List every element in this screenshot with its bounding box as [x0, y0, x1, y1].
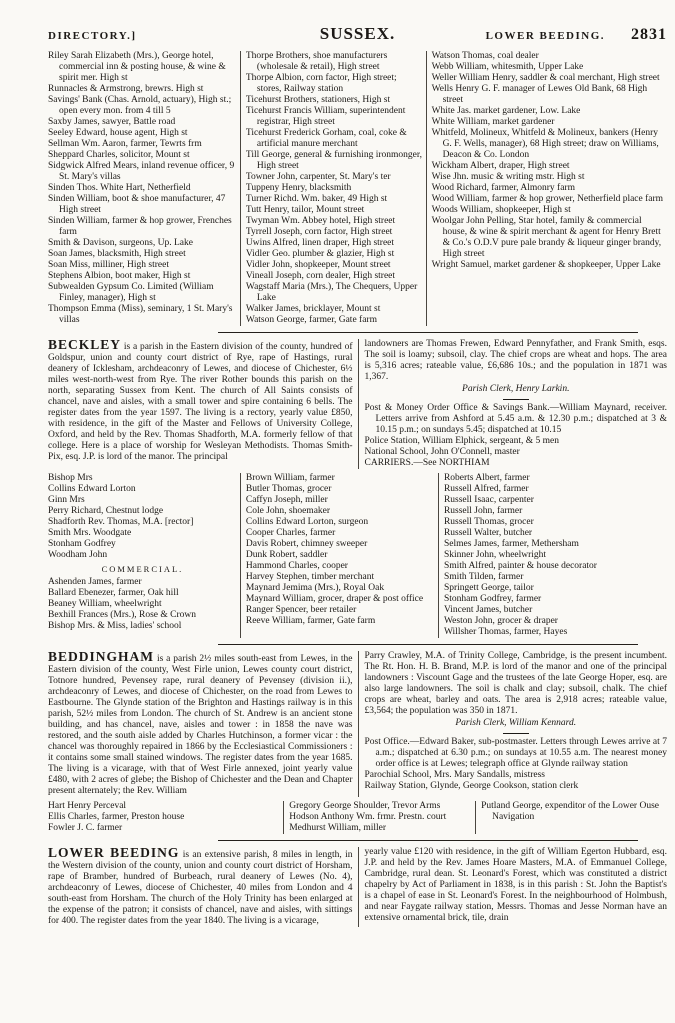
- directory-entry: Shadforth Rev. Thomas, M.A. [rector]: [48, 517, 194, 527]
- directory-entry: Ticehurst Frederick Gorham, coal, coke & artificial manure merchant: [245, 128, 407, 149]
- intro-text: landowners are Thomas Frewen, Edward Pennyfather, and Frank Smith, esqs. The soil is loamy; subsoil, clay. The chief crops are wheat and hops. The area is 5,316 acres; rateable value, £6,686 10s.; and the population in 1871 was 1,367.: [364, 339, 667, 382]
- directory-entry: Woolgar John Pelling, Star hotel, family & commercial house, & wine & spirit merchant & agent for Henry Brett & Co.'s O.D.V pure pale brandy & liqueur ginger brandy, High street: [431, 216, 662, 259]
- directory-entry: Uwins Alfred, linen draper, High street: [245, 238, 395, 248]
- directory-entry: Riley Sarah Elizabeth (Mrs.), George hotel, commercial inn & posting house, & wine & spirit mer. High st: [48, 51, 226, 83]
- directory-entry: Smith Alfred, painter & house decorator: [443, 561, 597, 571]
- directory-entry: White Jas. market gardener, Low. Lake: [431, 106, 581, 116]
- intro-text: yearly value £120 with residence, in the gift of William Egerton Hubbard, esq. J.P. and held by the Rev. James Hoare Masters, M.A. of Emmanuel College, Cambridge, rural dean. St. Leonard's Forest, which was constituted a district chapelry by Act of Parliament in 1838, is in this parish : St. John the Baptist's is a chapel of ease in St. Leonard's Forest. In the neighbourhood of Holmbush, and near Faygate railway station, Messrs. Thomas and Jesse Norman have an extensive ornamental brick, tile, drain: [364, 847, 667, 923]
- directory-entry: White William, market gardener: [431, 117, 555, 127]
- directory-entry: Thompson Emma (Miss), seminary, 1 St. Mary's villas: [48, 304, 233, 325]
- intro-text: is a parish in the Eastern division of the county, hundred of Goldspur, union and county court district of Rye, rape of Hastings, rural deanery of Icklesham, archdeaconry of Lewes, and diocese of Chichester, 6½ miles west-north-west from Rye. The river Rother bounds this parish on the north, separating Sussex from Kent. The church of All Saints consists of chancel, nave and aisles, with a small tower and spire containing 6 bells. The register dates from the year 1597. The living is a rectory, yearly value £850, with residence, in the gift of the Master and Fellows of University College, Oxford, and held by the Rev. Thomas Shadforth, M.A. formerly fellow of that college. Here is a place of worship for Wesleyan Methodists. Thomas Smith-Pix, esq. J.P. is lord of the manor. The principal: [48, 342, 353, 462]
- directory-entry: Till George, general & furnishing ironmonger, High street: [245, 150, 423, 171]
- commercial-heading: COMMERCIAL.: [101, 564, 184, 574]
- parish-heading: BECKLEY: [48, 337, 122, 352]
- directory-entry: Stonham Godfrey, farmer: [443, 594, 542, 604]
- directory-entry: Hart Henry Perceval: [48, 801, 127, 811]
- directory-entry: Sellman Wm. Aaron, farmer, Tewrts frm: [48, 139, 202, 149]
- directory-entry: Savings' Bank (Chas. Arnold, actuary), High st.; open every mon. from 4 till 5: [48, 95, 232, 116]
- directory-entry: Butler Thomas, grocer: [245, 484, 332, 494]
- directory-entry: Caffyn Joseph, miller: [245, 495, 328, 505]
- directory-entry: Beaney William, wheelwright: [48, 599, 162, 609]
- directory-entry: Weller William Henry, saddler & coal merchant, High street: [431, 73, 660, 83]
- directory-entry: Cole John, shoemaker: [245, 506, 331, 516]
- directory-entry: Smith Mrs. Woodgate: [48, 528, 132, 538]
- directory-entry: Subwealden Gypsum Co. Limited (William Finley, manager), High st: [48, 282, 214, 303]
- beckley-intro: [48, 339, 667, 469]
- directory-entry: Watson Thomas, coal dealer: [431, 51, 539, 61]
- directory-entry: Perry Richard, Chestnut lodge: [48, 506, 164, 516]
- directory-entry: Russell John, farmer: [443, 506, 523, 516]
- directory-entry: Sinden Thos. White Hart, Netherfield: [48, 183, 191, 193]
- official-entry: Railway Station, Glynde, George Cookson, station clerk: [364, 781, 579, 791]
- directory-entry: Bishop Mrs. & Miss, ladies' school: [48, 621, 182, 631]
- official-entry: Parochial School, Mrs. Mary Sandalls, mistress: [364, 770, 545, 780]
- directory-entry: Saxby James, sawyer, Battle road: [48, 117, 176, 127]
- directory-entry: Russell Thomas, grocer: [443, 517, 534, 527]
- directory-entry: Russell Isaac, carpenter: [443, 495, 534, 505]
- directory-entry: Vidler John, shopkeeper, Mount street: [245, 260, 391, 270]
- directory-entry: Maynard William, grocer, draper & post office: [245, 594, 424, 604]
- directory-entry: Ballard Ebenezer, farmer, Oak hill: [48, 588, 179, 598]
- section-divider: [218, 332, 638, 333]
- beddingham-intro: [48, 651, 667, 797]
- listing-column-1: [48, 51, 240, 326]
- directory-entry: Harvey Stephen, timber merchant: [245, 572, 375, 582]
- directory-entry: Wood William, farmer & hop grower, Netherfield place farm: [431, 194, 664, 204]
- directory-entry: Collins Edward Lorton: [48, 484, 136, 494]
- directory-entry: Roberts Albert, farmer: [443, 473, 530, 483]
- directory-entry: Davis Robert, chimney sweeper: [245, 539, 368, 549]
- intro-text: is a parish 2½ miles south-east from Lewes, in the Eastern division of the county, West Firle union, Lewes county court district, Totnore hundred, Pevensey rape, rural deanery of Pevensey (division ii.), archdeaconry of Lewes, and diocese of Chichester, on the road from Lewes to Eastbourne. The Glynde station of the Brighton and Hastings railway is in this parish, 52½ miles from London. The church of St. Andrew is an ancient stone building, and has chancel, nave, aisles and tower : in 1858 the nave was restored, and the south aisle added by Charles Hutchinson, a former vicar : the chancel was thoroughly repaired in 1866 by the Ecclesiastical Commissioners : it contains some small stained windows. The register dates from the year 1685. The living is a vicarage, with that of West Firle annexed, joint yearly value £480, with 2 acres of glebe; the Bishop of Chichester and the Dean and Chapter present alternately; the Rev. William: [48, 654, 353, 796]
- directory-entry: Hammond Charles, cooper: [245, 561, 348, 571]
- continuation-listing: [48, 51, 667, 326]
- directory-entry: Brown William, farmer: [245, 473, 335, 483]
- directory-entry: Wood Richard, farmer, Almonry farm: [431, 183, 575, 193]
- directory-entry: Sidgwick Alfred Mears, inland revenue officer, 9 St. Mary's villas: [48, 161, 235, 182]
- directory-entry: Wagstaff Maria (Mrs.), The Chequers, Upper Lake: [245, 282, 418, 303]
- directory-entry: Putland George, expenditor of the Lower Ouse Navigation: [481, 801, 659, 822]
- directory-entry: Wells Henry G. F. manager of Lewes Old Bank, 68 High street: [431, 84, 648, 105]
- directory-entry: Webb William, whitesmith, Upper Lake: [431, 62, 584, 72]
- intro-left-column: [48, 339, 358, 469]
- directory-entry: Sheppard Charles, solicitor, Mount st: [48, 150, 190, 160]
- directory-entry: Weston John, grocer & draper: [443, 616, 558, 626]
- parish-heading: LOWER BEEDING: [48, 845, 180, 860]
- directory-entry: Vidler Geo. plumber & glazier, High st: [245, 249, 395, 259]
- directory-entry: Towner John, carpenter, St. Mary's ter: [245, 172, 391, 182]
- directory-entry: Bishop Mrs: [48, 473, 93, 483]
- directory-entry: Ticehurst Brothers, stationers, High st: [245, 95, 391, 105]
- section-lower-beeding: [48, 847, 667, 927]
- beddingham-listing: [48, 801, 667, 834]
- directory-entry: Gregory George Shoulder, Trevor Arms: [289, 801, 441, 811]
- running-head-right: [395, 26, 667, 44]
- intro-right-column: [358, 651, 668, 797]
- lower-beeding-intro: [48, 847, 667, 927]
- listing-column-3: [426, 51, 667, 326]
- official-entry: Post & Money Order Office & Savings Bank.—William Maynard, receiver. Letters arrive from Ashford at 5.45 a.m. & 12.30 p.m.; dispatched at 3 & 10.15 p.m.; on sundays 5.45; dispatched at 10.15: [364, 403, 667, 435]
- directory-entry: Ticehurst Francis William, superintendent registrar, High street: [245, 106, 406, 127]
- directory-entry: Wright Samuel, market gardener & shopkeeper, Upper Lake: [431, 260, 661, 270]
- directory-entry: Medhurst William, miller: [289, 823, 387, 833]
- directory-entry: Springett George, tailor: [443, 583, 534, 593]
- directory-entry: Fowler J. C. farmer: [48, 823, 123, 833]
- listing-column-3: [438, 473, 667, 638]
- directory-entry: Hodson Anthony Wm. frmr. Prestn. court: [289, 812, 447, 822]
- page-number: 2831: [631, 26, 668, 43]
- directory-entry: Maynard Jemima (Mrs.), Royal Oak: [245, 583, 385, 593]
- directory-entry: Stonham Godfrey: [48, 539, 116, 549]
- mini-divider: [503, 399, 529, 400]
- intro-right-column: [358, 847, 668, 927]
- parish-heading: BEDDINGHAM: [48, 649, 155, 664]
- directory-entry: Twyman Wm. Abbey hotel, High street: [245, 216, 396, 226]
- directory-entry: Thorpe Brothers, shoe manufacturers (wholesale & retail), High street: [245, 51, 388, 72]
- beckley-listing: [48, 473, 667, 638]
- listing-column-1: [48, 801, 283, 834]
- official-entry: National School, John O'Connell, master: [364, 447, 520, 457]
- directory-entry: Dunk Robert, saddler: [245, 550, 328, 560]
- listing-column-1: [48, 473, 240, 638]
- directory-entry: Cooper Charles, farmer: [245, 528, 336, 538]
- directory-entry: Willsher Thomas, farmer, Hayes: [443, 627, 568, 637]
- directory-entry: Collins Edward Lorton, surgeon: [245, 517, 369, 527]
- directory-entry: Wickham Albert, draper, High street: [431, 161, 570, 171]
- intro-text: Parry Crawley, M.A. of Trinity College, Cambridge, is the present incumbent. The Rt. Hon. H. B. Brand, M.P. is lord of the manor and one of the principal landowners : Viscount Gage and the trustees of the late George Hoper, esq. are also large landowners. The soil is chalk and clay; subsoil, chalk. The chief crops are wheat, barley and oats. The area is 2,918 acres; rateable value, £3,564; the population was 350 in 1871.: [364, 651, 667, 716]
- directory-entry: Walker James, bricklayer, Mount st: [245, 304, 381, 314]
- directory-entry: Sinden William, boot & shoe manufacturer, 47 High street: [48, 194, 226, 215]
- directory-entry: Ginn Mrs: [48, 495, 85, 505]
- listing-column-2: [240, 473, 438, 638]
- directory-entry: Sinden William, farmer & hop grower, Frenches farm: [48, 216, 232, 237]
- directory-entry: Woodham John: [48, 550, 108, 560]
- directory-entry: Thorpe Albion, corn factor, High street; stores, Railway station: [245, 73, 397, 94]
- directory-entry: Selmes James, farmer, Methersham: [443, 539, 579, 549]
- section-divider: [218, 644, 638, 645]
- directory-entry: Russell Alfred, farmer: [443, 484, 529, 494]
- directory-entry: Watson George, farmer, Gate farm: [245, 315, 377, 325]
- directory-label: DIRECTORY.]: [48, 30, 137, 42]
- county-title: SUSSEX.: [319, 24, 396, 43]
- directory-entry: Smith Tilden, farmer: [443, 572, 524, 582]
- directory-entry: Smith & Davison, surgeons, Up. Lake: [48, 238, 193, 248]
- intro-left-column: [48, 651, 358, 797]
- directory-entry: Ranger Spencer, beer retailer: [245, 605, 357, 615]
- section-divider: [218, 840, 638, 841]
- running-head: [48, 24, 667, 44]
- parish-clerk: Parish Clerk, William Kennard.: [455, 718, 577, 728]
- directory-entry: Vincent James, butcher: [443, 605, 533, 615]
- intro-right-column: [358, 339, 668, 469]
- directory-entry: Reeve William, farmer, Gate farm: [245, 616, 376, 626]
- directory-entry: Tyrrell Joseph, corn factor, High street: [245, 227, 393, 237]
- directory-entry: Whitfeld, Molineux, Whitfeld & Molineux, bankers (Henry G. F. Wells, manager), 68 High street; draw on Williams, Deacon & Co. London: [431, 128, 659, 160]
- parish-label: LOWER BEEDING.: [485, 30, 606, 42]
- listing-column-2: [240, 51, 426, 326]
- listing-column-3: [475, 801, 667, 834]
- mini-divider: [503, 733, 529, 734]
- parish-clerk: Parish Clerk, Henry Larkin.: [462, 384, 570, 394]
- directory-entry: Tutt Henry, tailor, Mount street: [245, 205, 365, 215]
- directory-entry: Woods William, shopkeeper, High st: [431, 205, 571, 215]
- directory-entry: Bexhill Frances (Mrs.), Rose & Crown: [48, 610, 197, 620]
- directory-entry: Wise Jhn. music & writing mstr. High st: [431, 172, 585, 182]
- listing-column-2: [283, 801, 475, 834]
- directory-entry: Russell Walter, butcher: [443, 528, 533, 538]
- directory-entry: Runnacles & Armstrong, brewrs. High st: [48, 84, 204, 94]
- official-entry: Police Station, William Elphick, sergeant, & 5 men: [364, 436, 560, 446]
- intro-text: is an extensive parish, 8 miles in length, in the Western division of the county, union and county court district of Horsham, rape of Bramber, hundred of Burbeach, rural deanery of Lewes (No. 4), archdeaconry of Lewes, diocese of Chichester, 40 miles from London and 4 south-east from Horsham. The church of the Holy Trinity has been enlarged at the expense of the patron; it consists of chancel, nave and aisles, with sittings for 400. The register dates from the year 1840. The living is a vicarage,: [48, 850, 353, 926]
- directory-entry: Stephens Albion, boot maker, High st: [48, 271, 191, 281]
- section-beddingham: [48, 651, 667, 834]
- directory-entry: Ashenden James, farmer: [48, 577, 142, 587]
- directory-entry: Seeley Edward, house agent, High st: [48, 128, 188, 138]
- directory-entry: Ellis Charles, farmer, Preston house: [48, 812, 185, 822]
- section-beckley: [48, 339, 667, 638]
- directory-entry: Tuppeny Henry, blacksmith: [245, 183, 352, 193]
- official-entry: CARRIERS.—See NORTHIAM: [364, 458, 490, 468]
- directory-entry: Soan Miss, milliner, High street: [48, 260, 169, 270]
- official-entry: Post Office.—Edward Baker, sub-postmaster. Letters through Lewes arrive at 7 a.m.; dispatched at 6.30 p.m.; on sundays at 10.55 a.m. The nearest money order office is at Lewes; telegraph office at Glynde railway station: [364, 737, 667, 769]
- directory-entry: Soan James, blacksmith, High street: [48, 249, 186, 259]
- directory-entry: Skinner John, wheelwright: [443, 550, 547, 560]
- intro-left-column: [48, 847, 358, 927]
- directory-entry: Turner Richd. Wm. baker, 49 High st: [245, 194, 388, 204]
- directory-entry: Vineall Joseph, corn dealer, High street: [245, 271, 396, 281]
